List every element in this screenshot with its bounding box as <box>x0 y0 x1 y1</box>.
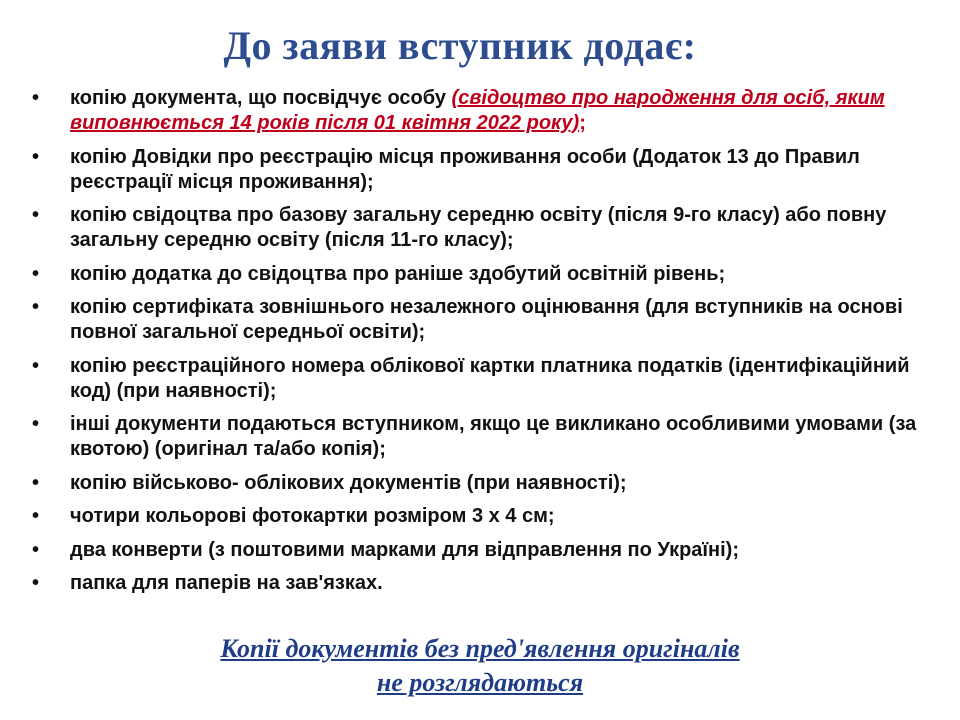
bullet-icon: • <box>32 87 40 109</box>
footer-note <box>0 632 960 700</box>
item-text: копію Довідки про реєстрацію місця проживання особи (Додаток 13 до Правил реєстрації місця проживання); <box>70 145 860 193</box>
bullet-icon: • <box>32 572 40 594</box>
list-item <box>28 203 933 253</box>
bullet-icon: • <box>32 471 40 494</box>
item-text: два конверти (з поштовими марками для відправлення по Україні); <box>70 538 740 561</box>
list-item <box>28 538 933 563</box>
list-item <box>28 86 933 136</box>
list-item <box>28 262 933 287</box>
list-item <box>28 354 933 404</box>
item-text: копію додатка до свідоцтва про раніше здобутий освітній рівень; <box>70 262 726 285</box>
bullet-icon: • <box>32 354 40 377</box>
page-title: До заяви вступник додає: <box>223 23 697 68</box>
item-text: копію свідоцтва про базову загальну середню освіту (після 9-го класу) або повну загальну середню освіту (після 11-го класу); <box>70 204 887 251</box>
item-text: інші документи подаються вступником, якщо це викликано особливими умовами (за квотою) (оригінал та/або копія); <box>70 413 917 460</box>
item-text: копію документа, що посвідчує особу <box>70 87 452 109</box>
bullet-icon: • <box>32 505 40 527</box>
item-highlight: (свідоцтво про народження для осіб, яким виповнюється 14 років після 01 квітня 2022 року) <box>70 87 885 134</box>
item-text: чотири кольорові фотокартки розміром 3 х 4 см; <box>70 505 555 527</box>
item-text: папка для паперів на зав'язках. <box>70 572 383 594</box>
list-item <box>28 471 933 496</box>
item-text: копію військово- облікових документів (при наявності); <box>70 471 627 494</box>
bullet-icon: • <box>32 413 40 435</box>
footer-line-1: Копії документів без пред'явлення оригіналів <box>220 634 740 663</box>
list-item <box>28 571 933 596</box>
list-item <box>28 145 933 195</box>
bullet-icon: • <box>32 296 40 318</box>
list-item <box>28 295 933 345</box>
list-item <box>28 412 933 462</box>
item-text: копію реєстраційного номера облікової картки платника податків (ідентифікаційний код) (при наявності); <box>70 354 910 402</box>
documents-list <box>28 86 933 605</box>
item-suffix: ; <box>579 112 586 134</box>
bullet-icon: • <box>32 204 40 226</box>
list-item <box>28 504 933 529</box>
bullet-icon: • <box>32 538 40 561</box>
bullet-icon: • <box>32 145 40 168</box>
footer-line-2: не розглядаються <box>376 668 584 697</box>
item-text: копію сертифіката зовнішнього незалежного оцінювання (для вступників на основі повної загальної середньої освіти); <box>70 296 903 343</box>
bullet-icon: • <box>32 262 40 285</box>
